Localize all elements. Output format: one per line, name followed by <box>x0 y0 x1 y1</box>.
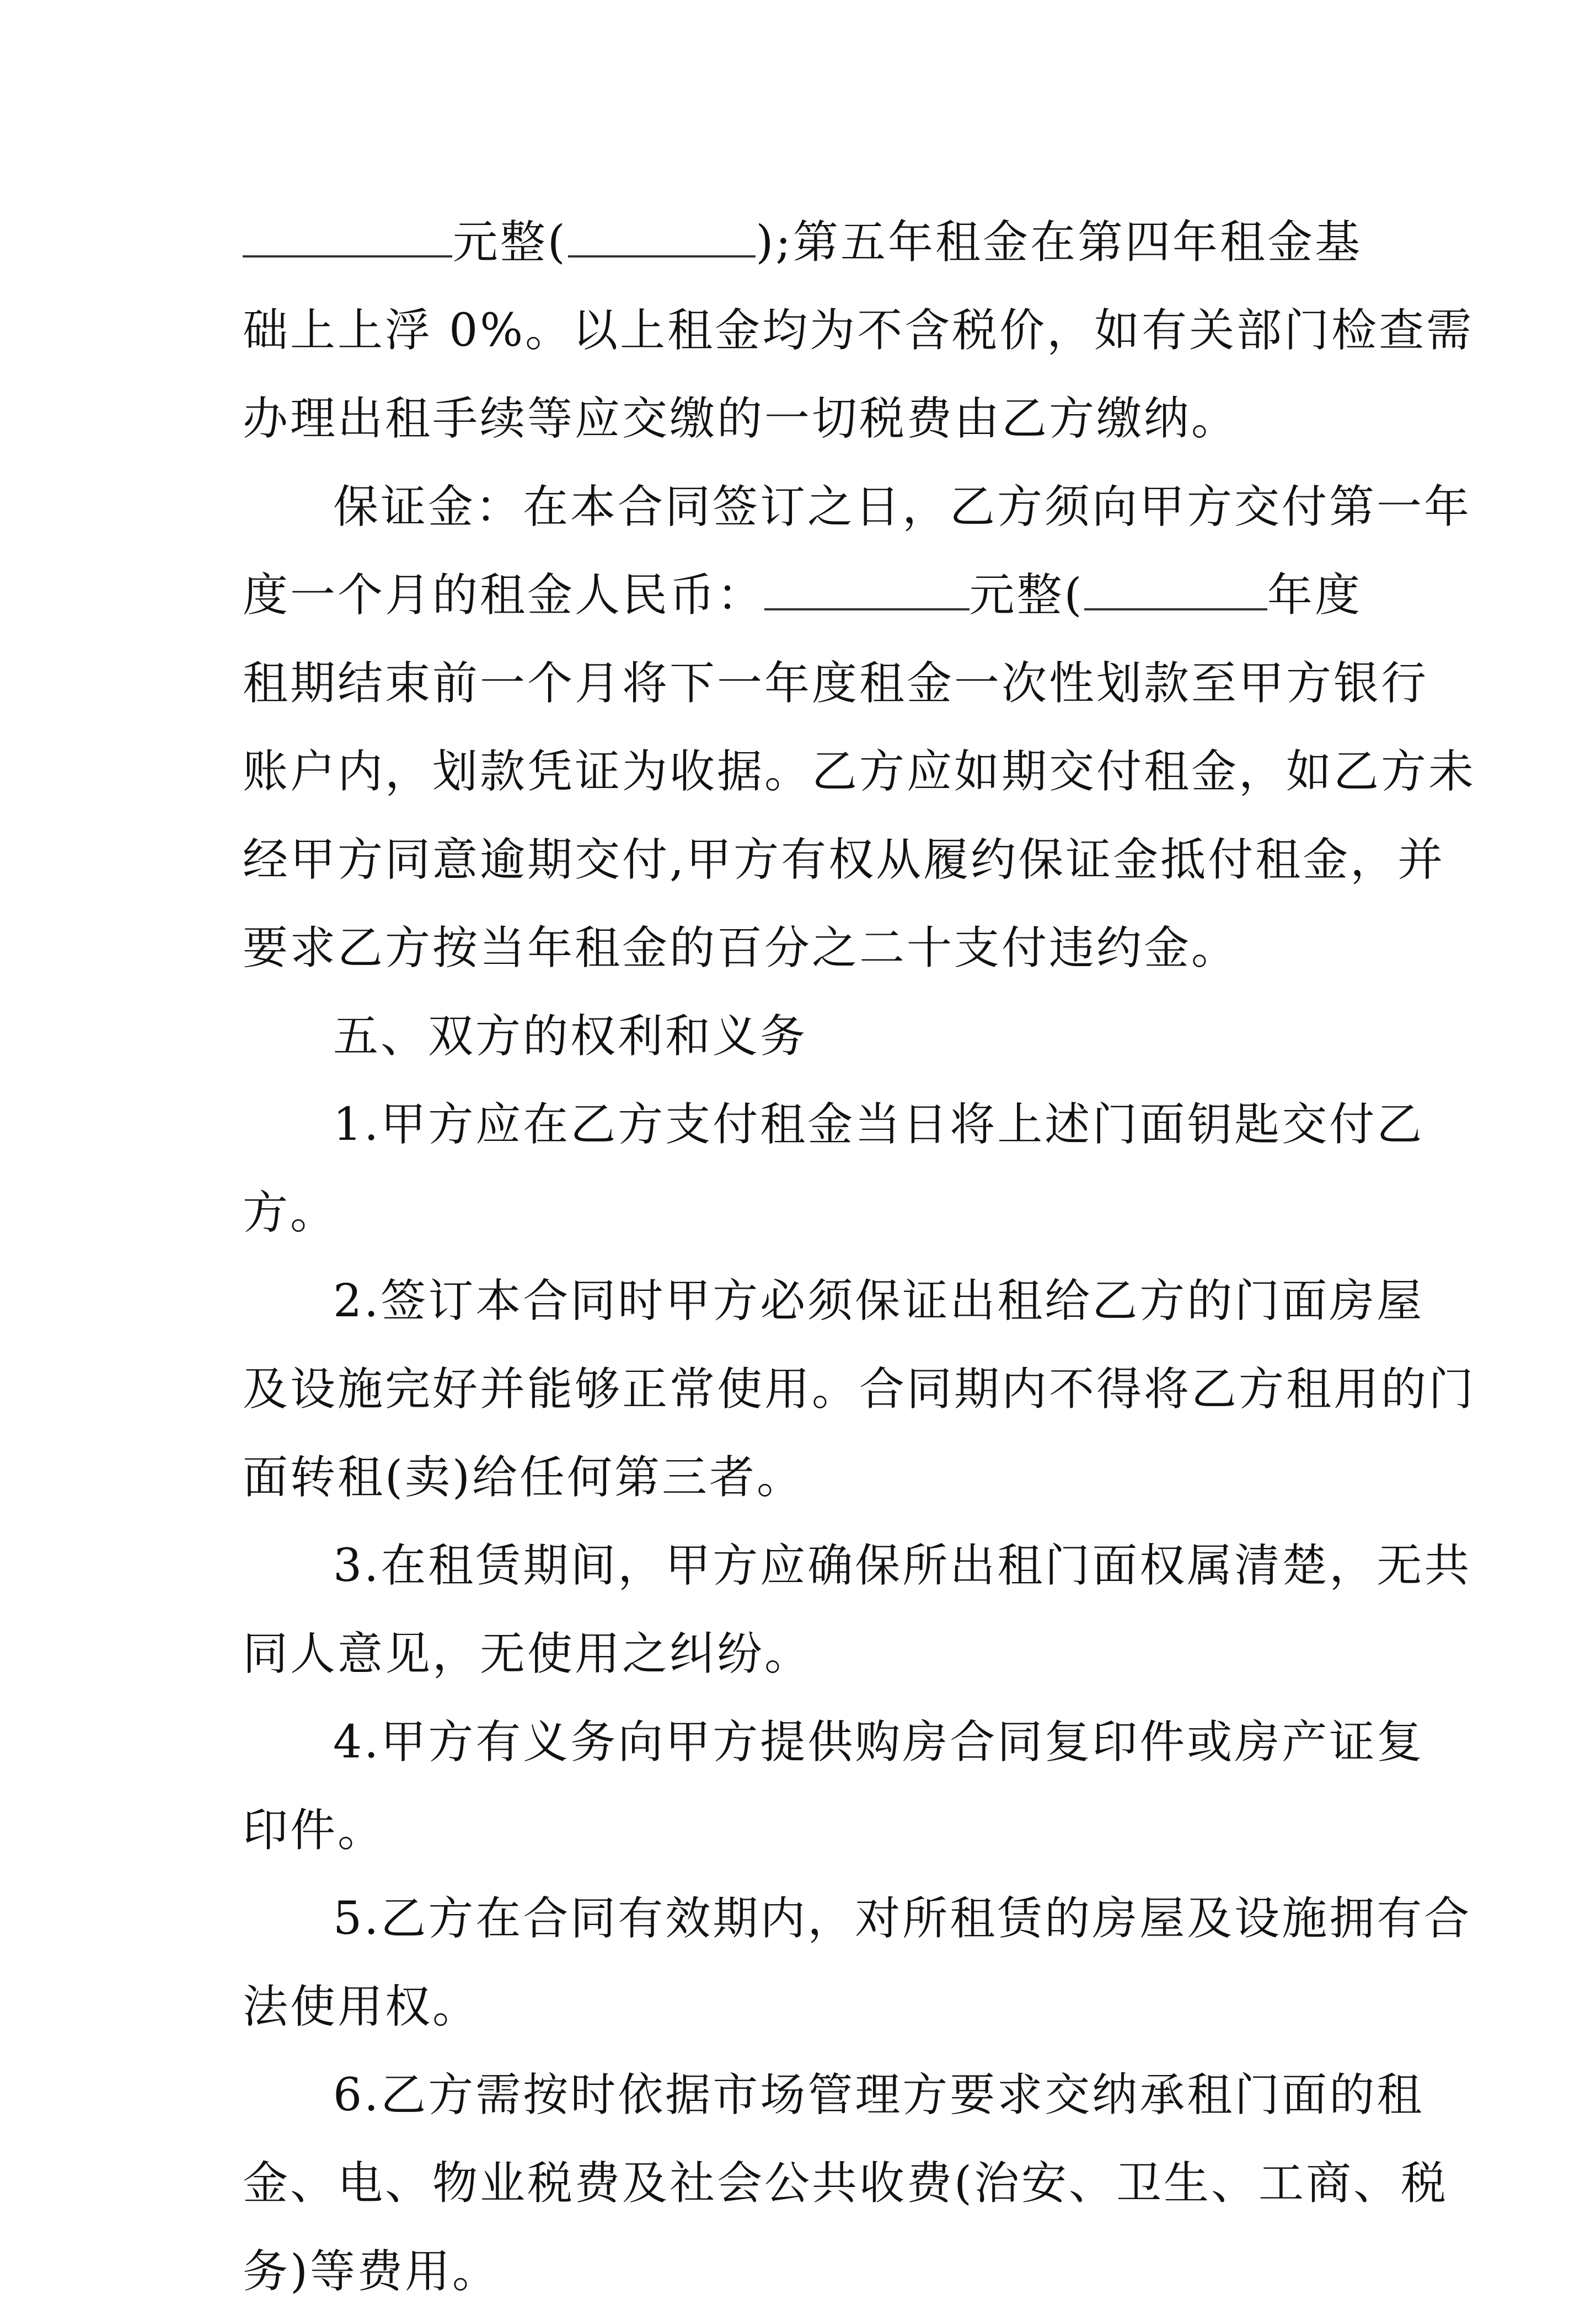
text-line <box>243 199 1362 287</box>
text-line: 要求乙方按当年租金的百分之二十支付违约金。 <box>243 922 1239 974</box>
line-text: 元整( <box>969 569 1084 621</box>
fill-in-blank <box>1084 570 1267 610</box>
text-line: 3.在租赁期间，甲方应确保所出租门面权属清楚，无共 <box>333 1540 1472 1592</box>
text-line: 方。 <box>243 1187 338 1239</box>
contract-body <box>243 199 1476 2316</box>
fill-in-blank <box>243 217 452 258</box>
text-line: 1.甲方应在乙方支付租金当日将上述门面钥匙交付乙 <box>333 1098 1424 1151</box>
line-text: 度一个月的租金人民币： <box>243 569 765 621</box>
line-text: 年度 <box>1267 569 1362 621</box>
text-line: 金、电、物业税费及社会公共收费(治安、卫生、工商、税 <box>243 2157 1448 2210</box>
fill-in-blank <box>568 217 756 258</box>
text-line <box>243 551 1362 640</box>
text-line: 办理出租手续等应交缴的一切税费由乙方缴纳。 <box>243 393 1239 445</box>
text-line: 账户内，划款凭证为收据。乙方应如期交付租金，如乙方未 <box>243 746 1476 798</box>
text-line: 同人意见，无使用之纠纷。 <box>243 1628 812 1680</box>
text-line: 6.乙方需按时依据市场管理方要求交纳承租门面的租 <box>333 2069 1424 2121</box>
text-line: 务)等费用。 <box>243 2245 500 2298</box>
text-line: 2.签订本合同时甲方必须保证出租给乙方的门面房屋 <box>333 1275 1424 1327</box>
fill-in-blank <box>764 570 970 610</box>
text-line: 法使用权。 <box>243 1981 480 2033</box>
text-line: 经甲方同意逾期交付,甲方有权从履约保证金抵付租金，并 <box>243 834 1445 886</box>
text-line: 五、双方的权利和义务 <box>333 1010 808 1063</box>
text-line: 5.乙方在合同有效期内，对所租赁的房屋及设施拥有合 <box>333 1893 1472 1945</box>
text-line: 及设施完好并能够正常使用。合同期内不得将乙方租用的门 <box>243 1363 1476 1416</box>
line-text: 元整( <box>452 216 567 269</box>
text-line: 印件。 <box>243 1804 385 1857</box>
line-text: );第五年租金在第四年租金基 <box>756 216 1362 269</box>
text-line: 础上上浮 0%。以上租金均为不含税价，如有关部门检查需 <box>243 304 1474 357</box>
text-line: 租期结束前一个月将下一年度租金一次性划款至甲方银行 <box>243 657 1429 710</box>
text-line: 保证金：在本合同签订之日，乙方须向甲方交付第一年 <box>333 481 1472 533</box>
text-line: 4.甲方有义务向甲方提供购房合同复印件或房产证复 <box>333 1716 1424 1768</box>
text-line: 面转租(卖)给任何第三者。 <box>243 1451 804 1504</box>
